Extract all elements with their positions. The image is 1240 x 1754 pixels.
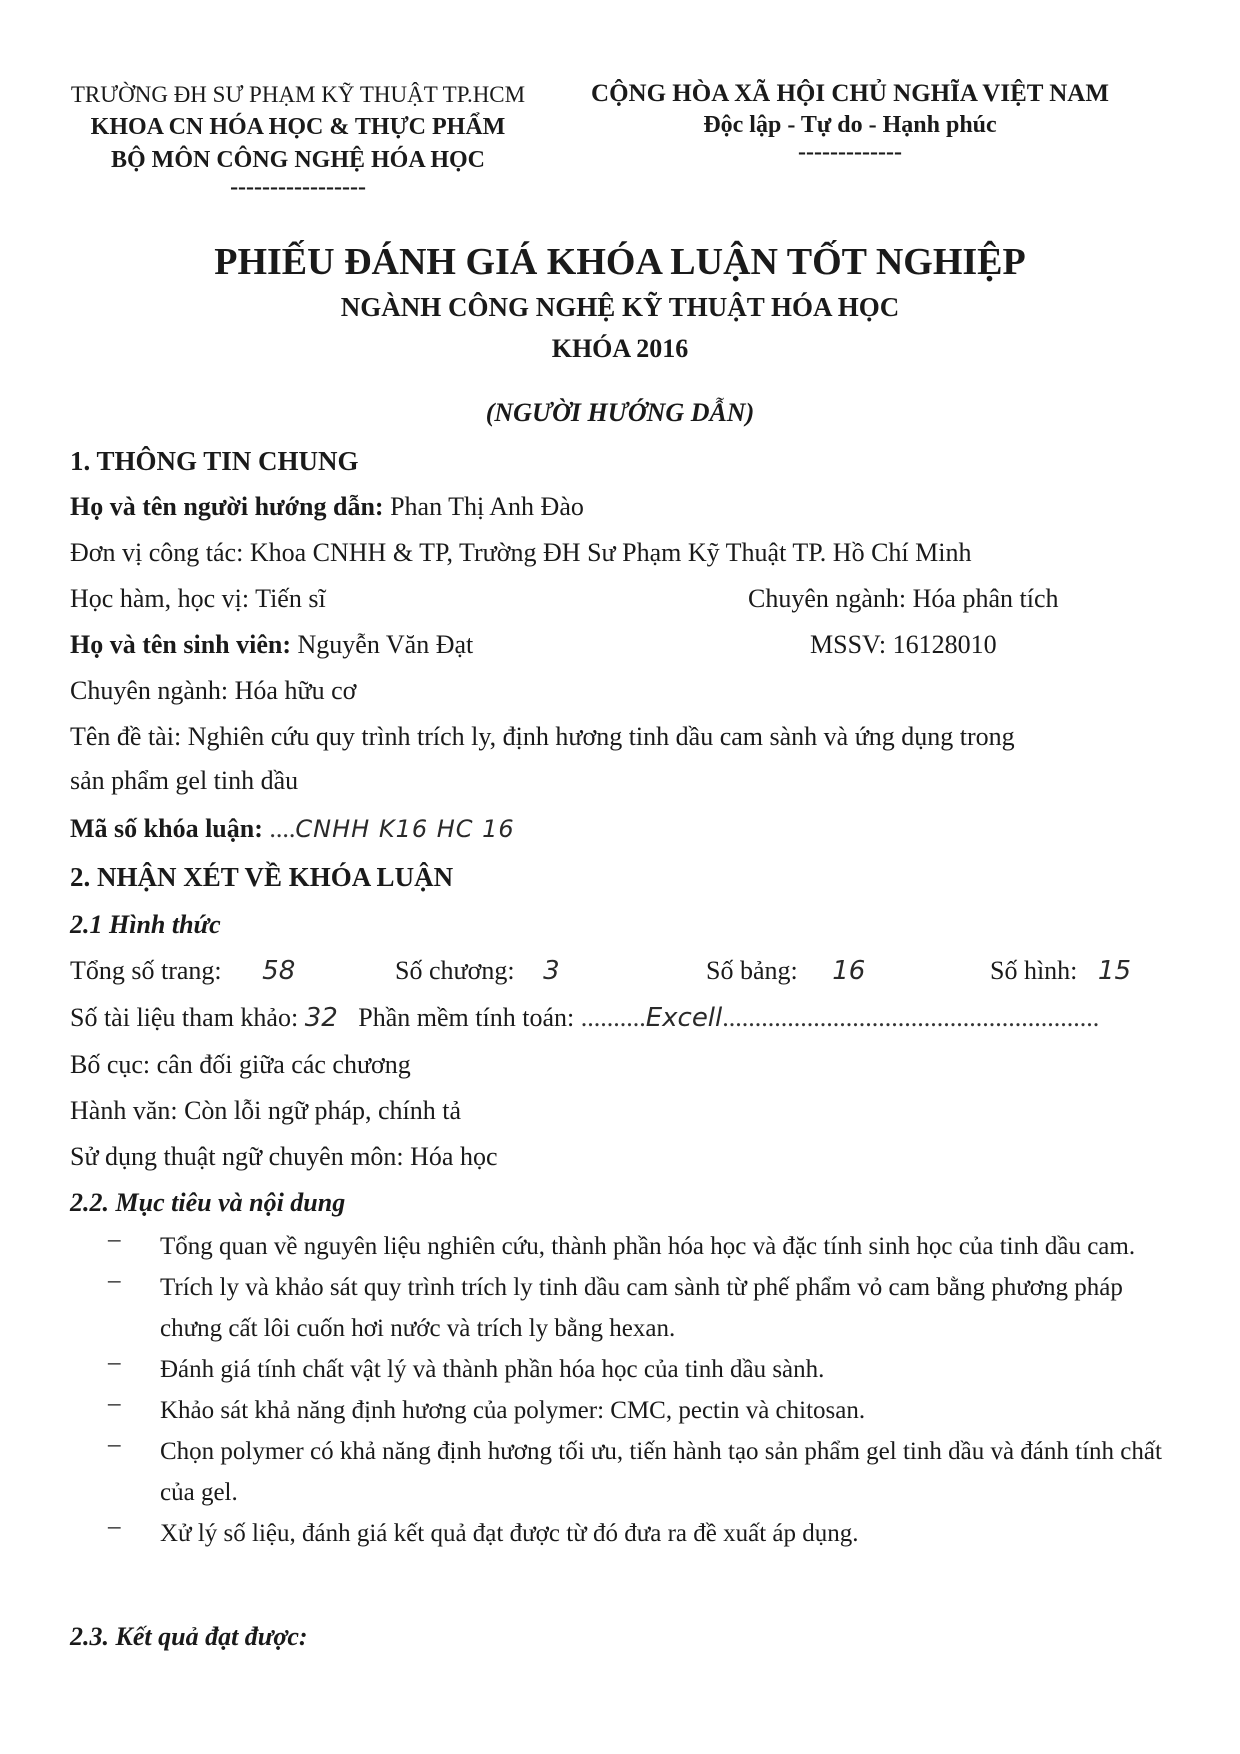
- list-item: [108, 1390, 1168, 1431]
- mssv-value: 16128010: [892, 630, 997, 659]
- goals-list: [108, 1226, 1168, 1554]
- advisor-major-row: [748, 584, 1059, 614]
- software-dots-a: ..........: [580, 1003, 646, 1032]
- advisor-label: Họ và tên người hướng dẫn:: [70, 492, 384, 521]
- student-major-label: Chuyên ngành:: [70, 676, 229, 705]
- refs-label: Số tài liệu tham khảo:: [70, 1003, 299, 1032]
- topic-line2: sản phẩm gel tinh dầu: [70, 766, 299, 795]
- faculty-name: KHOA CN HÓA HỌC & THỰC PHẨM: [90, 114, 506, 140]
- section2-heading: 2. NHẬN XÉT VỀ KHÓA LUẬN: [70, 862, 454, 892]
- unit-label: Đơn vị công tác:: [70, 538, 244, 567]
- student-label: Họ và tên sinh viên:: [70, 630, 292, 659]
- advisor-major-label: Chuyên ngành:: [748, 584, 907, 613]
- code-label: Mã số khóa luận:: [70, 814, 263, 843]
- student-major-value: Hóa hữu cơ: [234, 676, 357, 705]
- pages-value: 58: [262, 956, 296, 986]
- terms-text: Sử dụng thuật ngữ chuyên môn: Hóa học: [70, 1142, 498, 1171]
- dash-marker: –: [108, 1390, 121, 1417]
- goal-text: Chọn polymer có khả năng định hương tối ưu, tiến hành tạo sản phẩm gel tinh dầu và đánh tính chất của gel.: [160, 1438, 1162, 1506]
- page-title: PHIẾU ĐÁNH GIÁ KHÓA LUẬN TỐT NGHIỆP: [214, 241, 1026, 283]
- course-year: KHÓA 2016: [551, 334, 689, 363]
- chapters-label: Số chương:: [395, 956, 515, 985]
- topic-label: Tên đề tài:: [70, 722, 182, 751]
- list-item: [108, 1349, 1168, 1390]
- dash-marker: –: [108, 1267, 121, 1294]
- mssv-row: [810, 630, 997, 660]
- tables-label: Số bảng:: [706, 956, 798, 985]
- country-name: CỘNG HÒA XÃ HỘI CHỦ NGHĨA VIỆT NAM: [591, 80, 1109, 107]
- list-item: [108, 1226, 1168, 1267]
- pages-field: [70, 956, 295, 986]
- pages-label: Tổng số trang:: [70, 956, 222, 985]
- student-value: Nguyễn Văn Đạt: [297, 630, 474, 659]
- degree-row: [70, 584, 326, 614]
- refs-value: 32: [304, 1003, 338, 1033]
- degree-label: Học hàm, học vị:: [70, 584, 250, 613]
- school-name: TRƯỜNG ĐH SƯ PHẠM KỸ THUẬT TP.HCM: [70, 82, 526, 107]
- software-dots-b: ..........................................................: [722, 1003, 1100, 1032]
- goal-text: Tổng quan về nguyên liệu nghiên cứu, thành phần hóa học và đặc tính sinh học của tinh dầu cam.: [160, 1233, 1136, 1260]
- section1-heading: 1. THÔNG TIN CHUNG: [70, 446, 359, 476]
- list-item: [108, 1431, 1168, 1513]
- advisor-value: Phan Thị Anh Đào: [390, 492, 584, 521]
- page-subtitle: NGÀNH CÔNG NGHỆ KỸ THUẬT HÓA HỌC: [340, 292, 900, 322]
- chapters-value: 3: [543, 956, 560, 986]
- dash-marker: –: [108, 1431, 121, 1458]
- figures-label: Số hình:: [990, 956, 1078, 985]
- code-row: [70, 814, 515, 844]
- figures-value: 15: [1097, 956, 1132, 986]
- advisor-major-value: Hóa phân tích: [912, 584, 1059, 613]
- style-text: Hành văn: Còn lỗi ngữ pháp, chính tả: [70, 1096, 462, 1125]
- header-right: [560, 80, 1140, 166]
- results-heading: 2.3. Kết quả đạt được:: [70, 1622, 308, 1651]
- advisor-row: [70, 492, 584, 522]
- goals-heading: 2.2. Mục tiêu và nội dung: [70, 1188, 346, 1217]
- tables-value: 16: [832, 956, 866, 986]
- student-major-row: [70, 676, 356, 706]
- code-value: CNHH K16 HC 16: [295, 815, 515, 843]
- dash-marker: –: [108, 1513, 121, 1540]
- list-item: [108, 1513, 1168, 1554]
- header-left-rule: -----------------: [230, 174, 366, 200]
- layout-text: Bố cục: cân đối giữa các chương: [70, 1050, 411, 1079]
- chapters-field: [395, 956, 560, 986]
- goal-text: Xử lý số liệu, đánh giá kết quả đạt được từ đó đưa ra đề xuất áp dụng.: [160, 1520, 859, 1547]
- goal-text: Khảo sát khả năng định hương của polymer: CMC, pectin và chitosan.: [160, 1397, 866, 1424]
- list-item: [108, 1267, 1168, 1349]
- topic-line1: Nghiên cứu quy trình trích ly, định hương tinh dầu cam sành và ứng dụng trong: [187, 722, 1015, 751]
- software-label: Phần mềm tính toán:: [358, 1003, 575, 1032]
- student-row: [70, 630, 473, 660]
- software-value: Excell: [645, 1003, 723, 1033]
- evaluator-role: (NGƯỜI HƯỚNG DẪN): [485, 398, 755, 427]
- department-name: BỘ MÔN CÔNG NGHỆ HÓA HỌC: [110, 147, 485, 173]
- dash-marker: –: [108, 1226, 121, 1253]
- unit-row: [70, 538, 971, 568]
- goal-text: Đánh giá tính chất vật lý và thành phần hóa học của tinh dầu sành.: [160, 1356, 825, 1383]
- refs-row: [70, 1003, 1099, 1033]
- topic-row: [70, 722, 1015, 752]
- header-right-rule: -------------: [798, 139, 902, 165]
- degree-value: Tiến sĩ: [255, 584, 326, 613]
- goal-text: Trích ly và khảo sát quy trình trích ly tinh dầu cam sành từ phế phẩm vỏ cam bằng phương pháp chưng cất lôi cuốn hơi nước và trích ly bằng hexan.: [160, 1274, 1123, 1342]
- motto: Độc lập - Tự do - Hạnh phúc: [703, 112, 997, 138]
- figures-field: [990, 956, 1131, 986]
- tables-field: [706, 956, 865, 986]
- dash-marker: –: [108, 1349, 121, 1376]
- mssv-label: MSSV:: [810, 630, 887, 659]
- code-dots: ....: [269, 814, 296, 843]
- form-heading: 2.1 Hình thức: [70, 910, 221, 939]
- header-left: [48, 82, 548, 201]
- unit-value: Khoa CNHH & TP, Trường ĐH Sư Phạm Kỹ Thuật TP. Hồ Chí Minh: [249, 538, 972, 567]
